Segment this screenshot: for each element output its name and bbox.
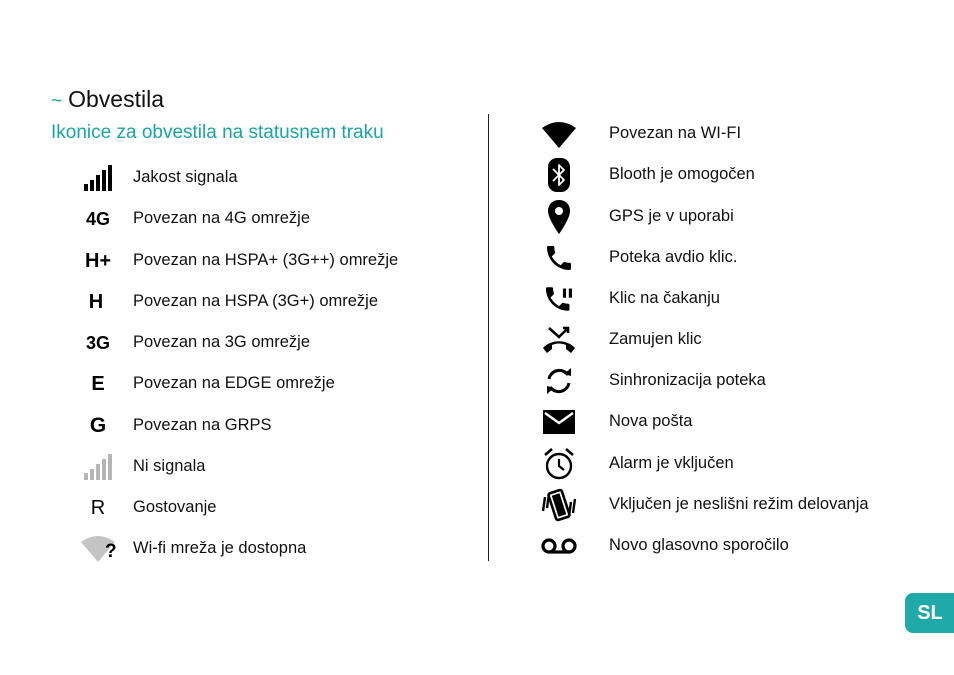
item-label: Vključen je neslišni režim delovanja xyxy=(609,495,869,513)
call-icon xyxy=(539,241,579,275)
hspa-icon: H xyxy=(88,290,104,313)
item-label: Povezan na HSPA (3G+) omrežje xyxy=(133,292,379,310)
vibrate-icon xyxy=(539,488,579,522)
alarm-icon xyxy=(539,447,579,481)
page-title xyxy=(51,86,164,113)
voicemail-icon xyxy=(539,529,579,563)
3g-icon: 3G xyxy=(85,332,110,353)
item-label: Novo glasovno sporočilo xyxy=(609,536,789,554)
item-label: Poteka avdio klic. xyxy=(609,248,738,266)
item-label: Nova pošta xyxy=(609,412,693,430)
item-label: Povezan na EDGE omrežje xyxy=(133,374,335,392)
title-text: Obvestila xyxy=(68,86,164,112)
item-label: Blooth je omogočen xyxy=(609,165,755,183)
column-divider xyxy=(488,114,489,561)
item-label: Povezan na GRPS xyxy=(133,416,272,434)
gps-pin-icon xyxy=(539,200,579,234)
roaming-icon: R xyxy=(90,496,106,519)
language-badge: SL xyxy=(905,593,954,633)
4g-icon: 4G xyxy=(85,208,110,229)
no-signal-icon xyxy=(78,450,118,484)
item-label: Povezan na 3G omrežje xyxy=(133,333,311,351)
bluetooth-icon xyxy=(539,158,579,192)
item-label: Sinhronizacija poteka xyxy=(609,371,766,389)
hspa-plus-icon: H+ xyxy=(84,249,112,272)
title-tilde: ~ xyxy=(51,91,63,112)
item-label: Povezan na WI-FI xyxy=(609,124,742,142)
item-label: Ni signala xyxy=(133,457,206,475)
gprs-icon: G xyxy=(89,414,107,437)
item-label: GPS je v uporabi xyxy=(609,207,734,225)
sync-icon xyxy=(539,364,579,398)
missed-call-icon xyxy=(539,323,579,357)
mail-icon xyxy=(539,405,579,439)
wifi-available-icon: ? xyxy=(78,532,118,566)
section-subtitle: Ikonice za obvestila na statusnem traku xyxy=(51,122,384,143)
call-hold-icon xyxy=(539,282,579,316)
wifi-connected-icon xyxy=(539,117,579,151)
item-label: Klic na čakanju xyxy=(609,289,720,307)
item-label: Povezan na HSPA+ (3G++) omrežje xyxy=(133,251,399,269)
item-label: Jakost signala xyxy=(133,168,238,186)
item-label: Alarm je vključen xyxy=(609,454,734,472)
item-label: Povezan na 4G omrežje xyxy=(133,209,311,227)
edge-icon: E xyxy=(91,372,105,395)
item-label: Wi-fi mreža je dostopna xyxy=(133,539,307,557)
item-label: Zamujen klic xyxy=(609,330,702,348)
item-label: Gostovanje xyxy=(133,498,217,516)
signal-strength-icon xyxy=(78,161,118,195)
